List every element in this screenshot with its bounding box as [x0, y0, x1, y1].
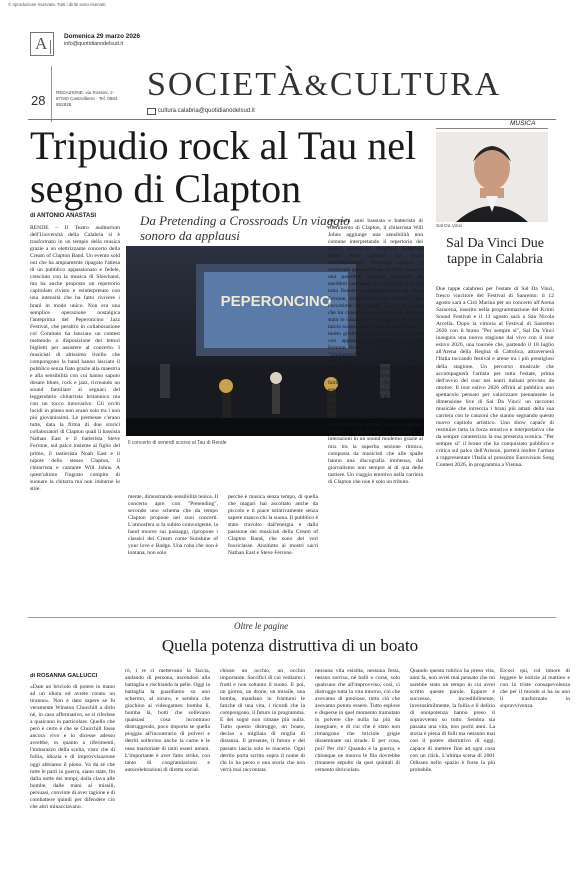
- main-headline: Tripudio rock al Tau nel segno di Clapton: [30, 123, 417, 211]
- header-divider: [51, 66, 52, 122]
- second-article-col-3: chiuso un occhio, un occhio importante. Sacrifici di cui vediamo i frutti e non soltanto il suono. E poi, un giorno, un drone, un missile, una bomba, mandano in frantumi le fatiche di una vita, i ricordi che la compongono, il futuro in programma. E dei sogni non rimane più nulla. Tutto questo distrugge, un boato, deciso a migliaia di miglia di distanza. Il presente, il futuro e del passato lascia solo le macerie. Ogni detrito porta scritto sopra il nome di chi lo ha perso e una storia che non verrà mai raccontata.: [220, 668, 305, 773]
- second-article-col-1: «Date un briciolo di potere in mano ad un idiota ed avrete creato un tiranno». Non è dato sapere se fu veramente Winston Churchill a dirlo né, in caso affermativo, se si riferisse a qualcuno in particolare. Quello che però è certo è che se Churchill fosse ancora vivo e lo dicesse adesso avrebbe, in quanto a riferimenti, l'imbarazzo della scelta, visto che di follia, idiozia e di improvvisazione oggi abbiamo il pieno. Va da sé che tutte le parti in guerra, siano state, fin dalla notte dei tempi, dalla clava alle bombe, dalle mani ai missili, persuasi, convinte di aver ragione e di combattere quindi per difendere ciò che altri minacciavano.: [30, 684, 115, 810]
- second-kicker: Oltre le pagine: [234, 621, 289, 631]
- section-title-cultura: CULTURA: [329, 66, 502, 103]
- main-article-col-1: RENDE – Il Teatro auditorium dell'Università della Calabria si è trasformato in un tempio della musica grazie a un elettrizzante concerto della Cream of Clapton Band. Un evento sold out che ha ampiamente ripagato l'attesa di un pubblico appassionato e fedele, cresciuto con la musica di Slowhand, ma ha anche proposto un repertorio capitolato rivisto e reinterpretato con una intensità che ha fatto rivivere i brani in modo unico. Non era una semplice operazione nostalgica l'anteprima del Peperoncino Jazz Festival, che peraltro in collaborazione col Comitato ha lanciato un contest mettendo a disposizione dei lettori biglietti per assistere al concerto. I musicisti di altissimo livello che compongono la band hanno lasciato il pubblico senza fiato grazie alla maestria e alla sensibilità con cui hanno saputo dosare blues, rock e jazz, ricreando un sound familiare ai seguaci del leggendario chitarrista britannico ma con un tocco innovativo. Gli occhi lucidi in platea non erano solo tra i non più giovanissimi. Le premesse c'erano tutte, data la firma di due storici collaboratori di Clapton quali il bassista Nathan East e il batterista Steve Ferrone, sul palco insieme al figlio del primo, il tastierista Noah East e il nipote dello stesso Clapton, il chitarrista e cantante Will Johns. A quest'ultimo l'ingrato compito di suonare la chitarra ma non imitarne lo stile.: [30, 225, 120, 492]
- second-byline: di ROSANNA GALLUCCI: [30, 673, 98, 679]
- second-article-col-4: nessuna vita esistita, nessuna festa, nessun sorriso, né balli o corse, solo qualcuno che all'improvviso, così, ci distrugge tutta la vita intorno, ciò che avevamo di prezioso, tutto ciò che avevamo potuto essere. Tutto esplose e disperse in quel momento tramutato in polvere che nulla ha più da insegnare, e di cui che è stato non rimangono che briciole grigie disseminate sui strade. E per cosa, poi? Per chi? Quando è la guerra, e chiunque ne muova le fila dovrebbe rimanere sepolto da quei quintali di cemento sbriciolato.: [315, 668, 400, 773]
- main-byline: di ANTONIO ANASTASI: [30, 213, 96, 219]
- page-number: 28: [31, 93, 46, 108]
- second-headline: Quella potenza distruttiva di un boato: [161, 636, 419, 655]
- section-title: [147, 66, 501, 104]
- sal-da-vinci-photo: [436, 132, 548, 222]
- section-email[interactable]: cultura.calabria@quotidianodelsud.it: [158, 108, 255, 114]
- side-kicker: MUSICA: [510, 120, 536, 127]
- stage-banner: PEPERONCINO: [220, 293, 332, 310]
- section-title-amp: &: [304, 69, 330, 102]
- side-kicker-rule: [436, 128, 548, 129]
- side-photo-caption: Sal Da Vinci: [436, 224, 463, 229]
- main-article-col-3: perché è musica senza tempo, di quella che magari hai ascoltato anche da piccolo e ti piace istintivamente senza sapere manco chi la suona. Il pubblico è stato travolto dall'energia e dalla passione dei musicisti della Cream of Clapton Band, che sono dei veri fuoriclasse. Anzitutto ai mostri sacri Nathan East e Steve Ferrone.: [228, 494, 318, 557]
- portrait-art: [436, 132, 548, 222]
- newspaper-logo: A: [30, 32, 54, 56]
- main-article-col-4: per molti anni bassista e batterista di riferimento di Clapton, il chitarrista Will Johns aggiunge una sensibilità non comune interpretando il repertorio del nonno, mentre lo strepitoso tastierista Noah East apporta un tocco contemporaneo. Memoria storica e continuità generazionale. A metà concerto una parentesi acustica preceduta da aneddoti raccontati in un italiano non del tutto fluente ma simpaticissimo da Steve Ferrone, ribattezzato come "Stefano" per l'occasione dal bassista East. E si scopre che lui conosce bene la Calabria, essendo stato in vacanza a Vibo Marina. Mentre si lascia scappare un "Fuck Donald Trump", molto gradito dal pubblico che sottolinea con applausi, il metronomo vivente Ferrone ricorda la genesi del progetto "Unplugged", il disco live più venduto della storia con 27 milioni di dischi, "Suonare piano", il segreto del successo. Da Layla a Tears in heaven a Running on faith ascolti e voli. Nel gran finale esplode la libertà creativa dei musicisti che si divertono sempre di più con i brani iconici di Clapton. Dal reggae marleyano di I shot the sheriff a Wonderful Tonight, da White Room a Cocaine al lucore Crossroads che termina in una ovazione. Trame scoppiettanti, scatenati e interazioni in un sound moderno grazie al mix tra la superba sezione ritmica, composta da musicisti che alle spalle hanno una discografia immensa, dal giornalismo non sempre al di qua delle tastiere. Un viaggio emotivo nella carriera di Clapton che non è solo un tributo.: [328, 218, 423, 485]
- second-article-col-2: rò, i re ci mettevano la faccia, andando di persona, uscendosi alla battaglia e rischiando la pelle. Oggi la battaglia la guardiamo su uno schermo, al sicuro, e sembra che giochino ai videogames: bomba lì, bomba là, botti che sollevano qualsiasi cosa incontrano distruggendo, poco importa se quella pioggia all'incontrario di polveri e detriti sollevino anche la carne e le ossa martoriate di tanti esseri umani. L'importante è aver fatto strike, con tanto di congratulazioni e autocelebrazioni di diretta social.: [125, 668, 210, 773]
- section-title-societa: SOCIETÀ: [147, 66, 305, 103]
- side-article-body: Due tappe calabresi per l'estate di Sal Da Vinci, fresco vincitore del Festival di Sanremo: il 12 agosto sarà a Cirò Marina per un concerto all'Arena Saracena, inserito nella programmazione del Krimi Sound Festival e il 13 agosto sarà a San Nicola Arcella. Dopo la vittoria al Festival di Sanremo 2026 con il brano "Per sempre sì", Sal Da Vinci inaugura una nuova stagione dal vivo con il tour estivo 2026, una tournée che, partendo il 18 luglio all'Arena della Regina di Cattolica, attraverserà l'Italia toccando festival e arene tra i più prestigiosi della stagione. Un percorso musicale che accompagnerà l'artista per tutta l'estate, prima dell'avvio del tour nei teatri italiani previsto da ottobre. Il tour estivo 2026 offrirà al pubblico uno spettacolo pensato per valorizzare pienamente la dimensione live di Sal Da Vinci: un racconto musicale che intreccia i brani più amati della sua carriera con le canzoni che stanno segnando questo nuovo capitolo artistico. Uno show capace di restituire tutta la forza emotiva e interpretativa che da sempre caratterizza la sua presenza scenica. "Per sempre sì" il brano che ha conquistato pubblico e critica sul palco dell'Ariston, porterà inoltre l'artista a rappresentare l'Italia al prossimo Eurovision Song Contest 2026, in programma a Vienna.: [436, 286, 554, 469]
- issue-date: Domenica 29 marzo 2026: [64, 33, 141, 40]
- concert-photo-caption: Il concerto di venerdì scorso al Tau di Rende: [128, 440, 227, 446]
- site-email[interactable]: info@quotidianodelsud.it: [64, 41, 124, 47]
- main-article-col-2: mente, dimostrando sensibilità tenica. Il concerto apre con "Pretending", secondo uno schema che da tempo Clapton propone nei suoi concerti. L'atmosfera si fa subito coinvolgente, la band muove sui passaggi, ripropone i classici dei Cream come Sunshine of your love e Badge. Una roba che non è lontana, non solo: [128, 494, 218, 557]
- lower-section-rule: [28, 617, 556, 618]
- copyright-notice: © riproduzione riservata. Tutti i diritti sono riservati: [8, 2, 106, 7]
- main-subtitle: Da Pretending a Crossroads Un viaggio sonoro da applausi: [140, 213, 350, 243]
- header-rule: [28, 119, 556, 120]
- second-article-col-5: Quando questa rubrica ha preso vita, anni fa, non avrei mai pensato che mi sarebbe stato un tempo in cui avrei scritto queste parole. Eppure è successo, incredibilmente, inverosimilmente, la follia e il delirio di onnipotenza hanno preso il sopravvento su tutto. Sembra sia passata una vita, non pochi anni. La storia è piena di folli ma nessuno mai con il potere distruttivo di oggi, capace di mettere fine ad ogni cosa con un click. L'ultima scena di 2001 Odissea nello spazio è forse la più probabile.: [410, 668, 495, 773]
- redazione-info: REDAZIONE: via Rossini, 2 · 87040 Castrolibero · Tel. 0984 852828: [56, 90, 118, 107]
- mail-icon: [147, 108, 156, 115]
- second-article-col-6: Ercoci qui, col timore di leggere le notizie al mattino e con la triste consapevolezza che per il mondo si ha su uno il trasformato in sopravvivenza.: [500, 668, 570, 710]
- side-headline: Sal Da Vinci Due tappe in Calabria: [445, 236, 545, 267]
